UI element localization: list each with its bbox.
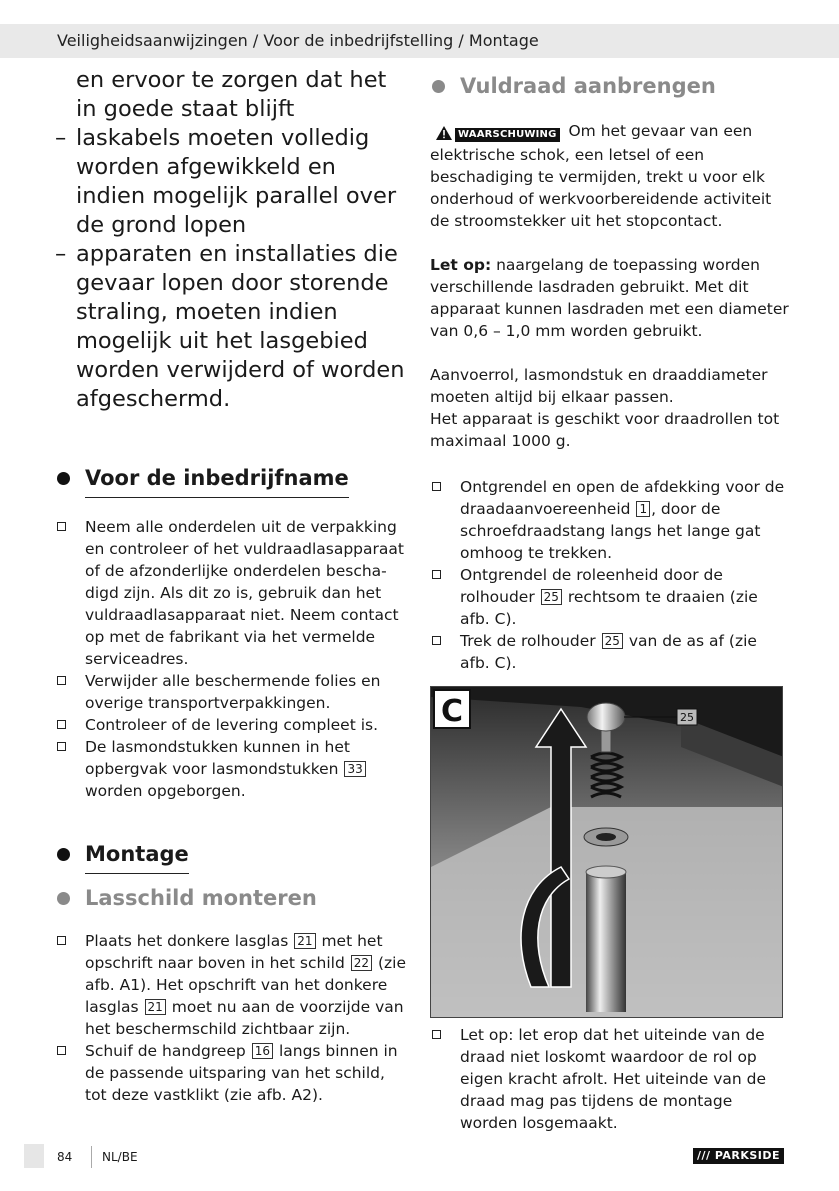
header-title: Veiligheidsaanwijzingen / Voor de inbedrijfstelling / Montage (57, 31, 539, 50)
list-item: Schuif de handgreep 16 langs binnen in de passende uitsparing van het schild, tot deze vastklikt (zie afb. A2). (55, 1040, 410, 1106)
bullet-icon (57, 892, 70, 905)
part-number: 21 (145, 999, 166, 1015)
footer-divider (91, 1146, 92, 1168)
checkbox-icon (57, 720, 66, 729)
checkbox-icon (57, 522, 66, 531)
part-number: 22 (351, 955, 372, 971)
bullet-icon (57, 848, 70, 861)
part-number: 21 (294, 933, 315, 949)
list-item: Ontgrendel de roleenheid door de rolhouder 25 rechtsom te draaien (zie afb. C). (430, 564, 790, 630)
checkbox-icon (432, 570, 441, 579)
right-column (430, 66, 790, 674)
warning-block (430, 120, 790, 232)
paragraph: Het apparaat is geschikt voor draadrollen tot maximaal 1000 g. (430, 410, 780, 450)
checkbox-icon (432, 482, 441, 491)
checkbox-icon (432, 636, 441, 645)
dash-item-text: laskabels moeten volledig worden afgewikkeld en indien mogelijk parallel over de grond lopen (76, 125, 397, 238)
figure-letter: C (440, 694, 464, 729)
figure-callout: 25 (680, 711, 694, 724)
heading-inbedrijfname: Voor de inbedrijfname (55, 464, 410, 498)
note-label: Let op: (430, 256, 492, 274)
figure-illustration (431, 687, 783, 1018)
dash-marker: – (55, 125, 67, 151)
dash-marker: – (55, 241, 67, 267)
warning-text: Om het gevaar van een elektrische schok, een letsel of een beschadiging te vermijden, trekt u voor elk onderhoud of werkvoorbereidende activiteit de stroomstekker uit het stopcontact. (430, 122, 772, 230)
part-number: 25 (541, 589, 562, 605)
continued-text: en ervoor te zorgen dat het in goede staat blijft (76, 67, 387, 122)
list-item: Let op: let erop dat het uiteinde van de draad niet loskomt waardoor de rol op eigen kracht afrolt. Het uiteinde van de draad mag pas tijdens de montage worden losgemaakt. (430, 1024, 790, 1134)
list-item: Controleer of de levering compleet is. (55, 714, 410, 736)
part-number: 1 (636, 501, 650, 517)
bullet-icon (57, 472, 70, 485)
footer-marker (24, 1144, 44, 1168)
checkbox-icon (57, 676, 66, 685)
checkbox-icon (432, 1030, 441, 1039)
dash-item-text: apparaten en installaties die gevaar lopen door storende straling, moeten indien mogelijk uit het lasgebied worden verwijderd of worden afgeschermd. (76, 241, 405, 412)
heading-vuldraad: Vuldraad aanbrengen (430, 72, 790, 100)
list-item: Neem alle onderdelen uit de verpakking en controleer of het vuldraadlasapparaat of de afzonderlijke onderdelen bescha-digd zijn. Als dit zo is, gebruik dan het vuldraadlasapparaat niet. Neem contact op met de fabrikant via het vermelde serviceadres. (55, 516, 410, 670)
brand-logo: /// PARKSIDE (693, 1148, 784, 1164)
left-column (55, 66, 410, 1106)
language-code: NL/BE (102, 1150, 138, 1164)
checkbox-icon (57, 936, 66, 945)
list-item: Plaats het donkere lasglas 21 met het opschrift naar boven in het schild 22 (zie afb. A1). Het opschrift van het donkere lasglas 21 moet nu aan de voorzijde van het beschermschild zichtbaar zijn. (55, 930, 410, 1040)
figure-c (430, 686, 783, 1018)
list-item: Verwijder alle beschermende folies en overige transportverpakkingen. (55, 670, 410, 714)
checkbox-icon (57, 742, 66, 751)
part-number: 25 (602, 633, 623, 649)
paragraph: Aanvoerrol, lasmondstuk en draaddiameter moeten altijd bij elkaar passen. (430, 366, 768, 406)
warning-triangle-icon (436, 126, 452, 140)
warning-badge (436, 122, 560, 144)
warning-label: WAARSCHUWING (455, 128, 560, 142)
final-note-wrapper (430, 1024, 790, 1134)
heading-lasschild: Lasschild monteren (55, 884, 410, 912)
part-number: 33 (344, 761, 365, 777)
page-number: 84 (57, 1150, 73, 1164)
heading-montage: Montage (55, 840, 410, 874)
part-number: 16 (252, 1043, 273, 1059)
note-paragraph: Let op: naargelang de toepassing worden verschillende lasdraden gebruikt. Met dit apparaat kunnen lasdraden met een diameter van 0,6 – 1,0 mm worden gebruikt. (430, 256, 789, 340)
list-item: Trek de rolhouder 25 van de as af (zie afb. C). (430, 630, 790, 674)
bullet-icon (432, 80, 445, 93)
dash-item (55, 124, 410, 240)
list-item: Ontgrendel en open de afdekking voor de draadaanvoereenheid 1 , door de schroefdraadstang langs het lange gat omhoog te trekken. (430, 476, 790, 564)
page-header (0, 24, 839, 58)
dash-item (55, 240, 410, 414)
list-item: De lasmondstukken kunnen in het opbergvak voor lasmondstukken 33 worden opgeborgen. (55, 736, 410, 802)
checkbox-icon (57, 1046, 66, 1055)
